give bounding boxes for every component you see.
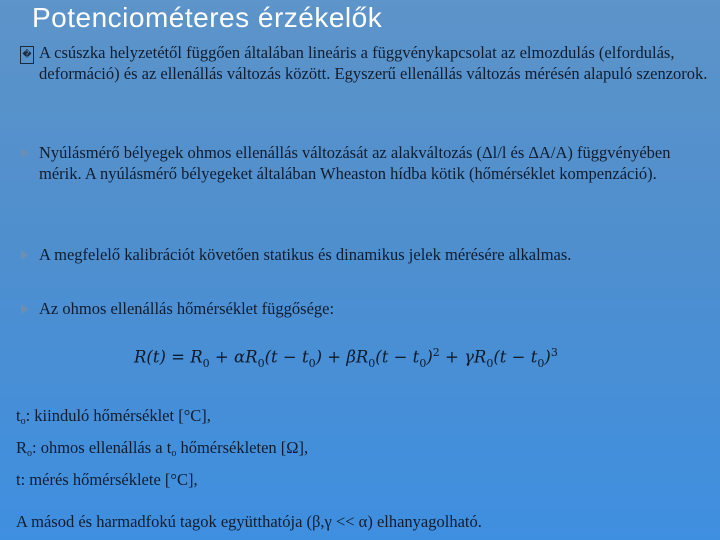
missing-glyph-box: �	[20, 46, 34, 64]
bullet-item-1-text: A csúszka helyzetétől függően általában lineáris a függvénykapcsolat az elmozdulás (elfordulás, deformáció) és az ellenállás változás között. Egyszerű ellenállás változás mérésén alapuló szenzorok.	[39, 43, 708, 83]
definition-t0: $t_o$: kiinduló hőmérséklet [°C],	[16, 406, 211, 427]
bullet-marker-icon	[21, 250, 29, 260]
slide-title: Potenciométeres érzékelők	[32, 2, 383, 33]
coefficient-footnote: A másod és harmadfokú tagok együtthatója (β,γ << α) elhanyagolható.	[16, 512, 482, 531]
bullet-item-1	[20, 42, 709, 84]
bullet-item-2-text: Nyúlásmérő bélyegek ohmos ellenállás változását az alakváltozás (Δl/l és ΔA/A) függvényében mérik. A nyúlásmérő bélyegeket általában Wheaston hídba kötik (hőmérséklet kompenzáció).	[39, 143, 671, 183]
bullet-item-3-text: A megfelelő kalibrációt követően statikus és dinamikus jelek mérésére alkalmas.	[39, 245, 572, 264]
bullet-item-4-text: Az ohmos ellenállás hőmérséklet függősége:	[39, 299, 335, 318]
definition-r0: $R_o$: ohmos ellenállás a $t_o$ hőmérsékleten [Ω],	[16, 438, 309, 459]
bullet-marker-icon	[21, 148, 29, 158]
variable-definitions	[16, 403, 308, 493]
bullet-item-3	[20, 244, 720, 265]
definition-t: t: mérés hőmérséklete [°C],	[16, 470, 198, 489]
resistance-equation: $R(t) = R_0 + \alpha R_0(t - t_0) + \beta R_0(t - t_0)^2 + \gamma R_0(t - t_0)^3$	[134, 346, 558, 370]
bullet-item-2	[20, 142, 709, 184]
bullet-item-4	[20, 298, 709, 319]
bullet-marker-icon	[21, 304, 29, 314]
